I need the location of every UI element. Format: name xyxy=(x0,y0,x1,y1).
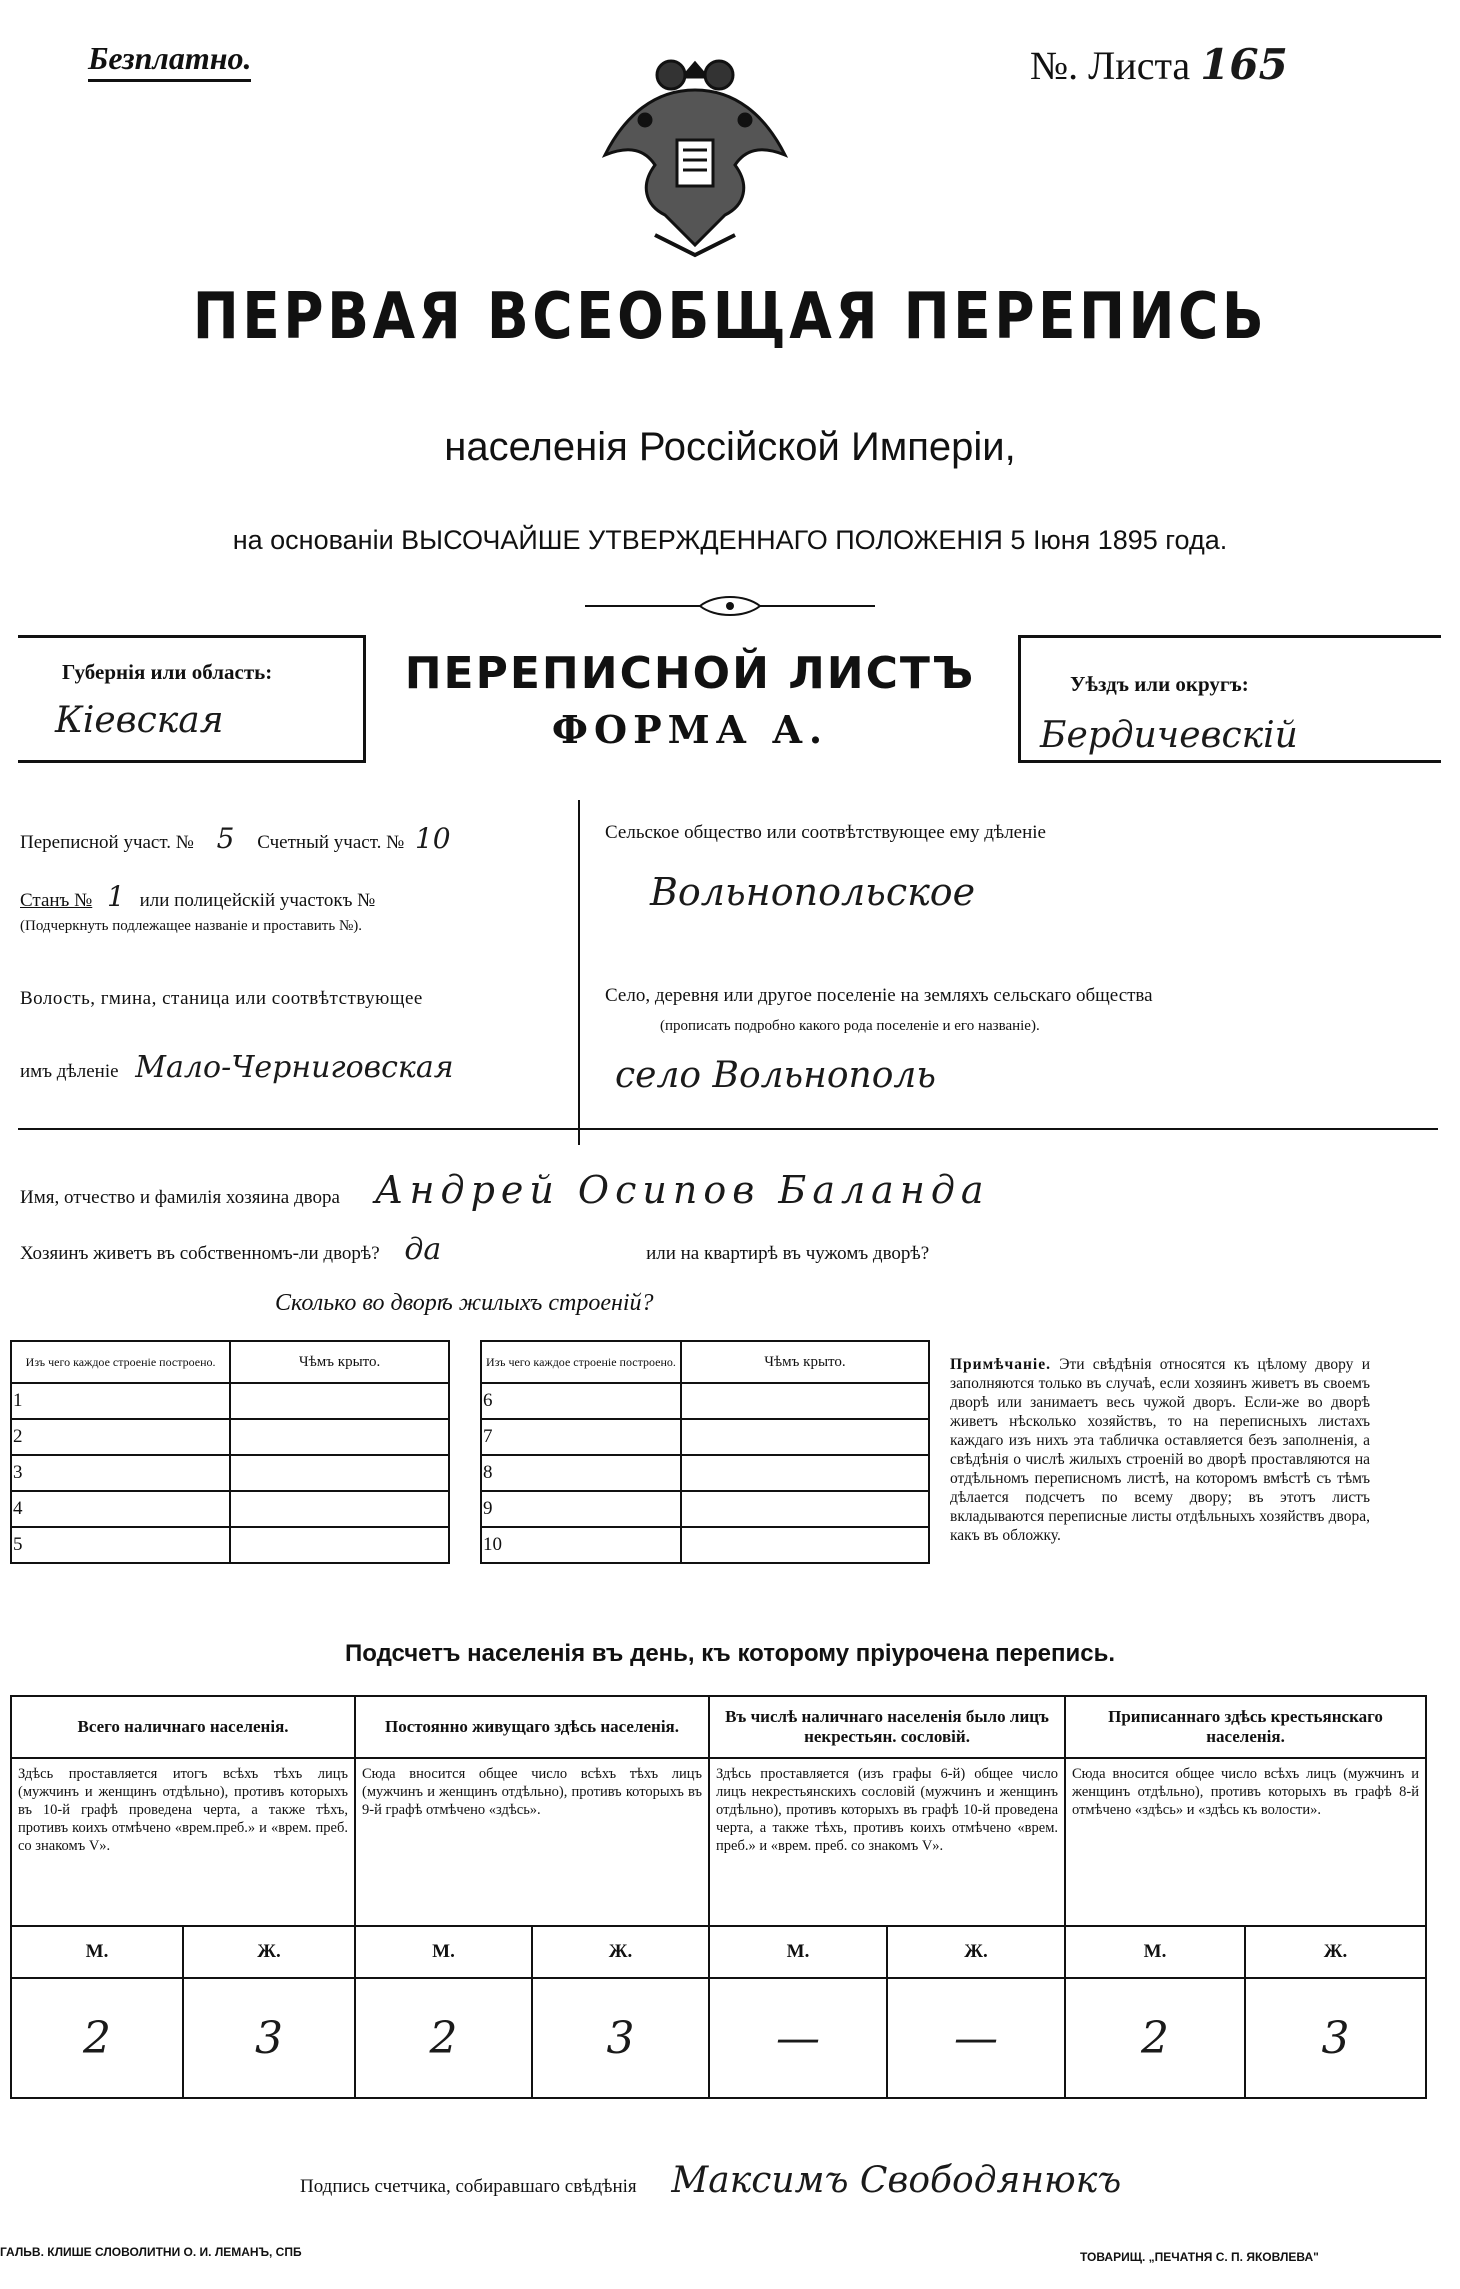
pop-col2-title: Постоянно живущаго здѣсь населенія. xyxy=(355,1696,709,1758)
pop-col3-desc: Здѣсь проставляется (изъ графы 6-й) общее число лицъ некрестьянскихъ сословій (мужчинъ и женщинъ отдѣльно), противъ которыхъ въ графѣ 10-й проведена черта, а также тѣхъ, противъ коихъ отмѣчено «врем. преб.» и «врем. преб. со знакомъ V». xyxy=(709,1758,1065,1926)
form-title-line2: ФОРМА А. xyxy=(551,707,829,752)
building-row-number: 6 xyxy=(481,1383,681,1419)
pop-col4-m: 2 xyxy=(1065,1978,1245,2098)
printer-right: ТОВАРИЩ. „ПЕЧАТНЯ С. П. ЯКОВЛЕВА" xyxy=(1080,2250,1319,2264)
guberniya-box xyxy=(18,635,366,763)
free-label: Безплатно. xyxy=(88,40,251,82)
building-row-number: 7 xyxy=(481,1419,681,1455)
m-label: М. xyxy=(1065,1926,1245,1978)
coat-of-arms-icon xyxy=(585,45,805,275)
society-label: Сельское общество или соотвѣтствующее ему дѣленіе xyxy=(605,822,1046,843)
building-row-number: 10 xyxy=(481,1527,681,1563)
building-row-number: 5 xyxy=(11,1527,230,1563)
volost-value: Мало-Черниговская xyxy=(135,1050,454,1085)
owner-row xyxy=(20,1168,1420,1212)
building-row-number: 4 xyxy=(11,1491,230,1527)
owner-name-label: Имя, отчество и фамилія хозяина двора xyxy=(20,1187,340,1208)
population-table xyxy=(10,1695,1427,2099)
village-value: село Вольнополь xyxy=(615,1055,936,1096)
pop-col4-desc: Сюда вносится общее число всѣхъ лицъ (мужчинъ и женщинъ отдѣльно), противъ которыхъ въ графѣ 8-й отмѣчено «здѣсь» и «здѣсь къ волости». xyxy=(1065,1758,1426,1926)
village-label: Село, деревня или другое поселеніе на земляхъ сельскаго общества xyxy=(605,985,1153,1006)
ornament-divider xyxy=(580,592,880,620)
sheet-number: 165 xyxy=(1200,40,1288,89)
volost-row xyxy=(20,1050,575,1085)
form-title xyxy=(370,648,1010,752)
guberniya-label: Губернія или область: xyxy=(62,660,273,684)
village-note: (прописать подробно какого рода поселеніе и его названіе). xyxy=(660,1018,1040,1034)
signature-label: Подпись счетчика, собиравшаго свѣдѣнія xyxy=(300,2176,637,2197)
own-row xyxy=(20,1232,1420,1267)
stan-row xyxy=(20,880,570,913)
subtitle: населенія Россійской Имперіи, xyxy=(444,425,1016,469)
printer-left: ГАЛЬВ. КЛИШЕ СЛОВОЛИТНИ О. И. ЛЕМАНЪ, СПБ xyxy=(0,2245,302,2259)
building-row-number: 8 xyxy=(481,1455,681,1491)
schet-value: 10 xyxy=(414,822,451,855)
buildings-col1-header-right: Изъ чего каждое строеніе построено. xyxy=(481,1341,681,1383)
m-label: М. xyxy=(11,1926,183,1978)
stan-value: 1 xyxy=(107,880,125,913)
zh-label: Ж. xyxy=(532,1926,709,1978)
center-divider xyxy=(578,800,580,1145)
building-row-number: 9 xyxy=(481,1491,681,1527)
building-row-number: 1 xyxy=(11,1383,230,1419)
buildings-col1-header: Изъ чего каждое строеніе построено. xyxy=(11,1341,230,1383)
signature-row xyxy=(300,2160,1400,2201)
zh-label: Ж. xyxy=(1245,1926,1426,1978)
uezd-value: Бердичевскій xyxy=(1040,715,1298,756)
pop-col1-m: 2 xyxy=(11,1978,183,2098)
section-divider xyxy=(18,1128,1438,1130)
pop-col3-zh: — xyxy=(887,1978,1065,2098)
pop-col2-desc: Сюда вносится общее число всѣхъ тѣхъ лицъ (мужчинъ и женщинъ отдѣльно), противъ которыхъ въ 9-й графѣ отмѣчено «здѣсь». xyxy=(355,1758,709,1926)
pop-col4-zh: 3 xyxy=(1245,1978,1426,2098)
m-label: М. xyxy=(355,1926,532,1978)
own-value: да xyxy=(404,1232,442,1267)
sheet-label xyxy=(1030,40,1288,89)
uchast-label: Переписной участ. № xyxy=(20,832,194,853)
building-row-number: 2 xyxy=(11,1419,230,1455)
pop-col3-m: — xyxy=(709,1978,887,2098)
rent-label: или на квартирѣ въ чужомъ дворѣ? xyxy=(646,1243,930,1264)
zh-label: Ж. xyxy=(887,1926,1065,1978)
own-label: Хозяинъ живетъ въ собственномъ-ли дворѣ? xyxy=(20,1243,380,1264)
uchast-row xyxy=(20,822,570,855)
pop-col3-title: Въ числѣ наличнаго населенія было лицъ некрестьян. сословій. xyxy=(709,1696,1065,1758)
pop-col1-desc: Здѣсь проставляется итогъ всѣхъ тѣхъ лицъ (мужчинъ и женщинъ отдѣльно), противъ которыхъ въ 10-й графѣ проведена черта, а также тѣхъ, противъ коихъ отмѣчено «врем.преб.» и «врем. преб. со знакомъ V». xyxy=(11,1758,355,1926)
buildings-col2-header: Чѣмъ крыто. xyxy=(230,1341,449,1383)
uchast-value: 5 xyxy=(216,822,235,855)
zh-label: Ж. xyxy=(183,1926,355,1978)
signature-value: Максимъ Свободянюкъ xyxy=(671,2160,1122,2201)
stan-label: Станъ № xyxy=(20,890,93,911)
pop-col4-title: Приписаннаго здѣсь крестьянскаго населенія. xyxy=(1065,1696,1426,1758)
schet-label: Счетный участ. № xyxy=(257,832,405,853)
pop-col1-title: Всего наличнаго населенія. xyxy=(11,1696,355,1758)
buildings-question: Сколько во дворѣ жилыхъ строеній? xyxy=(275,1290,654,1316)
note-head: Примѣчаніе. xyxy=(950,1356,1051,1373)
owner-name-value: Андрей Осипов Баланда xyxy=(374,1168,990,1212)
page-title: ПЕРВАЯ ВСЕОБЩАЯ ПЕРЕПИСЬ xyxy=(192,280,1268,354)
pop-col1-zh: 3 xyxy=(183,1978,355,2098)
uezd-label: Уѣздъ или округъ: xyxy=(1070,672,1249,696)
note-box xyxy=(950,1355,1370,1545)
form-title-line1: ПЕРЕПИСНОЙ ЛИСТЪ xyxy=(404,648,976,699)
pop-col2-m: 2 xyxy=(355,1978,532,2098)
population-heading: Подсчетъ населенія въ день, къ которому пріурочена перепись. xyxy=(345,1640,1115,1667)
guberniya-value: Кіевская xyxy=(55,700,224,741)
volost-label: Волость, гмина, станица или соотвѣтствующее xyxy=(20,988,423,1009)
pop-col2-zh: 3 xyxy=(532,1978,709,2098)
decree-line: на основаніи ВЫСОЧАЙШЕ УТВЕРЖДЕННАГО ПОЛОЖЕНІЯ 5 Іюня 1895 года. xyxy=(232,525,1228,555)
society-value: Вольнопольское xyxy=(650,870,976,914)
volost-label2: имъ дѣленіе xyxy=(20,1061,119,1082)
m-label: М. xyxy=(709,1926,887,1978)
stan-note: (Подчеркнуть подлежащее названіе и проставить №). xyxy=(20,918,362,934)
building-row-number: 3 xyxy=(11,1455,230,1491)
sheet-label-text: №. Листа xyxy=(1030,43,1191,88)
note-text: Эти свѣдѣнія относятся къ цѣлому двору и заполняются только въ случаѣ, если хозяинъ живетъ въ своемъ дворѣ или занимаетъ весь чужой дворъ. Если-же во дворѣ живетъ нѣсколько хозяйствъ, то на переписныхъ листахъ каждаго изъ нихъ эта табличка оставляется безъ заполненія, а свѣдѣнія о числѣ жилыхъ строеній во дворѣ проставляются на отдѣльномъ переписномъ листѣ, на которомъ вмѣстѣ съ тѣмъ дѣлается подсчетъ по всему двору; въ этотъ листъ вкладываются переписные листы отдѣльныхъ хозяйствъ двора, какъ въ обложку. xyxy=(950,1356,1371,1544)
buildings-col2-header-right: Чѣмъ крыто. xyxy=(681,1341,929,1383)
police-label: или полицейскій участокъ № xyxy=(139,890,376,911)
